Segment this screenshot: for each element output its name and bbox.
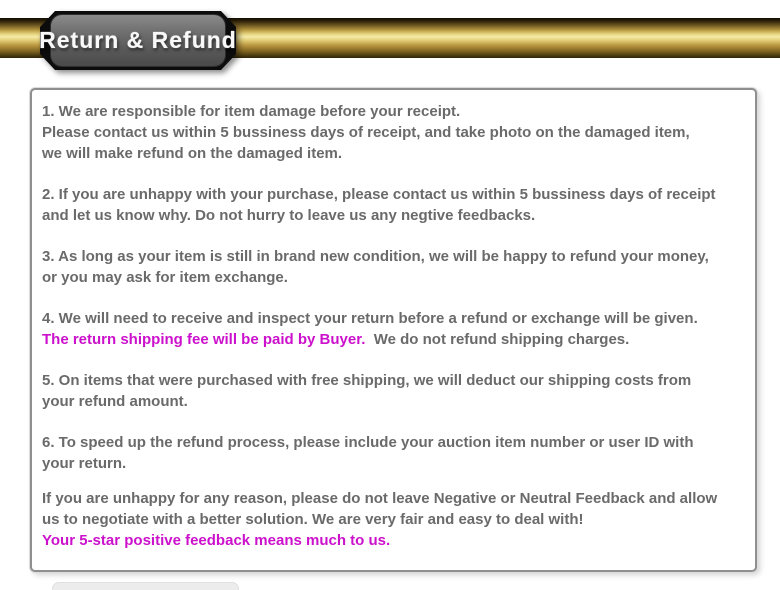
policy-line: 5. On items that were purchased with free shipping, we will deduct our shipping costs from (42, 372, 692, 389)
policy-line: your refund amount. (42, 393, 188, 410)
highlight-text: Your 5-star positive feedback means much to us. (42, 532, 391, 549)
policy-line: us to negotiate with a better solution. We are very fair and easy to deal with! (42, 511, 584, 528)
policy-box (30, 88, 757, 572)
policy-line: 3. As long as your item is still in brand new condition, we will be happy to refund your money, (42, 248, 709, 265)
policy-line: If you are unhappy for any reason, please do not leave Negative or Neutral Feedback and allow (42, 490, 718, 507)
policy-paragraph-5 (42, 370, 745, 412)
next-section-plaque-partial (52, 582, 239, 590)
policy-paragraph-3 (42, 246, 745, 288)
section-header-plaque (40, 11, 236, 70)
policy-paragraph-7 (42, 488, 745, 551)
policy-line: your return. (42, 455, 127, 472)
policy-line (42, 329, 745, 350)
policy-paragraph-4 (42, 308, 745, 350)
policy-line: Please contact us within 5 bussiness days of receipt, and take photo on the damaged item, (42, 124, 690, 141)
policy-line: 1. We are responsible for item damage before your receipt. (42, 103, 461, 120)
plaque-face (39, 14, 237, 67)
policy-line: 4. We will need to receive and inspect your return before a refund or exchange will be given. (42, 310, 698, 327)
policy-line: and let us know why. Do not hurry to leave us any negtive feedbacks. (42, 207, 536, 224)
policy-line-rest: We do not refund shipping charges. (365, 331, 630, 348)
highlight-text: The return shipping fee will be paid by Buyer. (42, 331, 366, 348)
policy-paragraph-1 (42, 101, 745, 164)
policy-line: 2. If you are unhappy with your purchase, please contact us within 5 bussiness days of receipt (42, 186, 716, 203)
policy-line: 6. To speed up the refund process, please include your auction item number or user ID with (42, 434, 694, 451)
policy-line: or you may ask for item exchange. (42, 269, 288, 286)
section-title: Return & Refund (39, 27, 237, 53)
policy-paragraph-2 (42, 184, 745, 226)
policy-line: we will make refund on the damaged item. (42, 145, 343, 162)
policy-paragraph-6 (42, 432, 745, 474)
